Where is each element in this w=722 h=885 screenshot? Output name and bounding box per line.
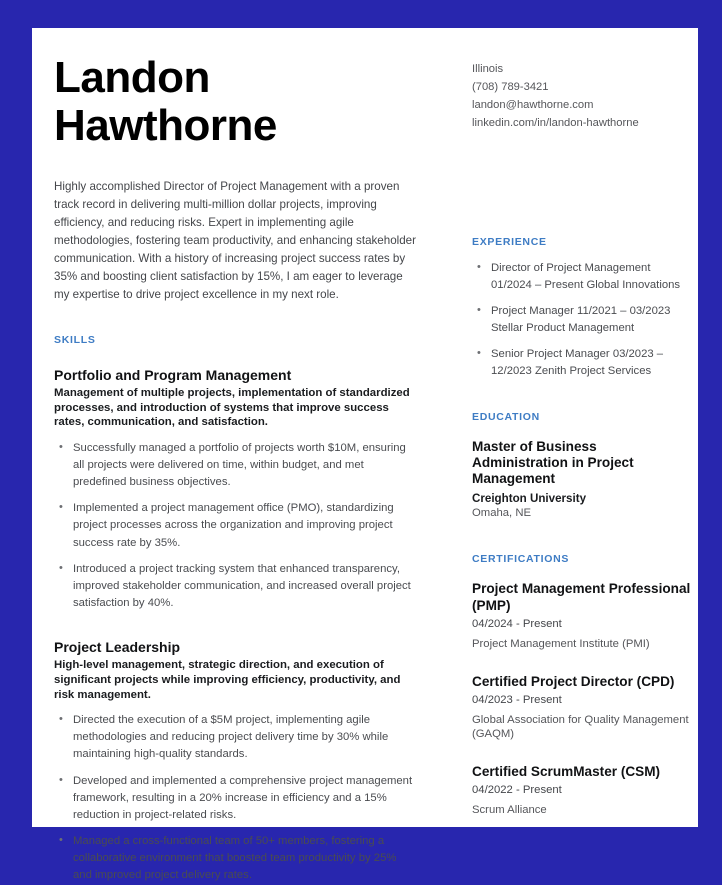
skill-description: Management of multiple projects, implementation of standardized processes, and introduction of systems that improve success rates, communication, and satisfaction. xyxy=(54,386,410,429)
skill-bullet-list xyxy=(54,712,417,884)
education-section xyxy=(472,411,692,522)
contact-linkedin[interactable]: linkedin.com/in/landon-hawthorne xyxy=(472,117,639,130)
certification-date: 04/2024 - Present xyxy=(472,618,562,631)
experience-list xyxy=(472,260,692,380)
skill-bullet-list xyxy=(54,440,417,612)
list-item: • Introduced a project tracking system that enhanced transparency, improved stakeholder communication, and increased overall project satisfaction by 40%. xyxy=(54,561,417,612)
resume-page xyxy=(32,28,698,882)
certification-entry xyxy=(472,674,692,742)
certification-issuer: Global Association for Quality Management (GAQM) xyxy=(472,713,689,741)
certification-name: Certified ScrumMaster (CSM) xyxy=(472,764,661,780)
certification-date: 04/2022 - Present xyxy=(472,784,562,797)
certifications-section xyxy=(472,553,692,817)
contact-phone: (708) 789-3421 xyxy=(472,81,549,94)
certification-date: 04/2023 - Present xyxy=(472,693,562,706)
left-column xyxy=(54,178,417,885)
education-entry xyxy=(472,439,692,522)
list-item: • Senior Project Manager 03/2023 – 12/2023 Zenith Project Services xyxy=(472,346,692,380)
list-item: • Directed the execution of a $5M project, implementing agile methodologies and reducing project delivery time by 30% while maintaining high-quality standards. xyxy=(54,712,417,763)
education-location: Omaha, NE xyxy=(472,507,532,520)
experience-section xyxy=(472,236,692,380)
education-school: Creighton University xyxy=(472,491,587,505)
section-heading-skills: SKILLS xyxy=(54,333,96,346)
list-item: • Managed a cross-functional team of 50+ members, fostering a collaborative environment that boosted team productivity by 25% and improved project delivery rates. xyxy=(54,833,417,884)
candidate-name: Landon Hawthorne xyxy=(54,53,277,150)
list-item: • Developed and implemented a comprehensive project management framework, resulting in a 20% increase in efficiency and a 15% reduction in project-related risks. xyxy=(54,773,417,824)
list-item: • Project Manager 11/2021 – 03/2023 Stellar Product Management xyxy=(472,303,692,337)
professional-summary: Highly accomplished Director of Project Management with a proven track record in delivering multi-million dollar projects, improving efficiency, and reducing risks. Expert in implementing agile methodologies, fostering team productivity, and enhancing stakeholder communication. With a history of increasing project success rates by 35% and boosting client satisfaction by 15%, I am eager to leverage my expertise to drive project excellence in my next role. xyxy=(54,180,416,301)
resume-header xyxy=(32,28,698,178)
skill-title: Project Leadership xyxy=(54,639,181,656)
section-heading-experience: EXPERIENCE xyxy=(472,236,547,248)
skill-title: Portfolio and Program Management xyxy=(54,366,292,383)
skill-block xyxy=(54,638,417,884)
section-heading-certifications: CERTIFICATIONS xyxy=(472,553,570,566)
list-item: • Director of Project Management 01/2024 – Present Global Innovations xyxy=(472,260,692,294)
skill-description: High-level management, strategic direction, and execution of significant projects while improving efficiency, productivity, and risk management. xyxy=(54,659,401,701)
list-item: • Implemented a project management office (PMO), standardizing project processes across the organization and improving project success rate by 35%. xyxy=(54,500,417,551)
certification-name: Certified Project Director (CPD) xyxy=(472,673,675,689)
skill-block xyxy=(54,366,417,612)
contact-location: Illinois xyxy=(472,63,504,75)
certification-issuer: Scrum Alliance xyxy=(472,804,547,817)
education-degree: Master of Business Administration in Project Management xyxy=(472,438,634,487)
list-item: • Successfully managed a portfolio of projects worth $10M, ensuring all projects were delivered on time, within budget, and met predefined business objectives. xyxy=(54,440,417,491)
certification-entry xyxy=(472,581,692,651)
section-heading-education: EDUCATION xyxy=(472,410,540,423)
certification-issuer: Project Management Institute (PMI) xyxy=(472,637,650,650)
certification-name: Project Management Professional (PMP) xyxy=(472,581,691,613)
certification-entry xyxy=(472,764,692,818)
contact-email[interactable]: landon@hawthorne.com xyxy=(472,99,594,112)
contact-info xyxy=(472,60,687,133)
right-column xyxy=(472,178,692,822)
